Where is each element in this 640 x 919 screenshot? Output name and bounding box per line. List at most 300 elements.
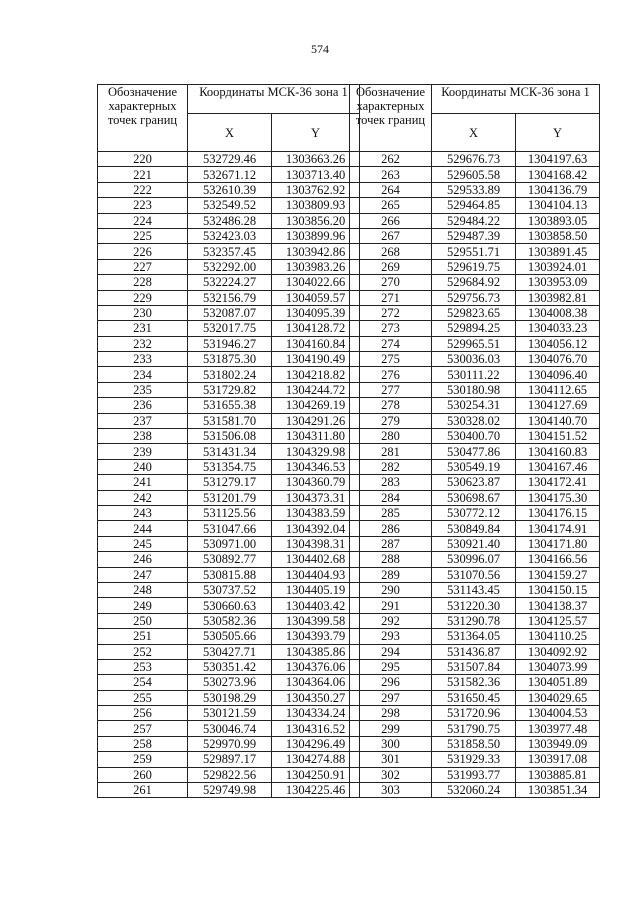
table-row: [98, 398, 360, 413]
x-coordinate-cell: 531581.70: [188, 413, 272, 428]
x-coordinate-cell: 530849.84: [432, 521, 516, 536]
y-coordinate-cell: 1304022.66: [272, 275, 360, 290]
point-number-cell: 276: [350, 367, 432, 382]
point-number-cell: 228: [98, 275, 188, 290]
table-row: [350, 536, 600, 551]
point-number-cell: 250: [98, 613, 188, 628]
x-coordinate-cell: 531279.17: [188, 475, 272, 490]
table-row: [350, 259, 600, 274]
x-coordinate-cell: 529822.56: [188, 767, 272, 782]
x-coordinate-cell: 531431.34: [188, 444, 272, 459]
point-number-cell: 296: [350, 675, 432, 690]
x-coordinate-cell: 530892.77: [188, 552, 272, 567]
point-number-cell: 245: [98, 536, 188, 551]
table-row: [350, 152, 600, 167]
table-row: [98, 613, 360, 628]
table-row: [98, 475, 360, 490]
y-coordinate-cell: 1304190.49: [272, 352, 360, 367]
y-coordinate-cell: 1303885.81: [516, 767, 600, 782]
y-coordinate-cell: 1304151.52: [516, 429, 600, 444]
table-row: [98, 675, 360, 690]
table-row: [98, 767, 360, 782]
x-coordinate-cell: 531436.87: [432, 644, 516, 659]
x-coordinate-cell: 529484.22: [432, 213, 516, 228]
y-coordinate-cell: 1304404.93: [272, 567, 360, 582]
table-row: [98, 567, 360, 582]
y-coordinate-cell: 1304398.31: [272, 536, 360, 551]
x-coordinate-cell: 532357.45: [188, 244, 272, 259]
y-coordinate-cell: 1304138.37: [516, 598, 600, 613]
point-number-cell: 253: [98, 659, 188, 674]
y-coordinate-cell: 1304405.19: [272, 582, 360, 597]
point-number-cell: 260: [98, 767, 188, 782]
point-number-cell: 290: [350, 582, 432, 597]
y-coordinate-cell: 1303856.20: [272, 213, 360, 228]
x-coordinate-cell: 529676.73: [432, 152, 516, 167]
table-row: [98, 644, 360, 659]
x-coordinate-cell: 531070.56: [432, 567, 516, 582]
y-coordinate-cell: 1304128.72: [272, 321, 360, 336]
table-row: [350, 690, 600, 705]
point-number-cell: 256: [98, 706, 188, 721]
point-number-cell: 300: [350, 736, 432, 751]
point-number-cell: 278: [350, 398, 432, 413]
y-coordinate-cell: 1303858.50: [516, 228, 600, 243]
x-coordinate-cell: 530036.03: [432, 352, 516, 367]
point-number-cell: 299: [350, 721, 432, 736]
y-coordinate-cell: 1304393.79: [272, 629, 360, 644]
x-coordinate-cell: 531507.84: [432, 659, 516, 674]
x-coordinate-cell: 532017.75: [188, 321, 272, 336]
table-row: [98, 228, 360, 243]
table-row: [350, 736, 600, 751]
x-coordinate-cell: 531364.05: [432, 629, 516, 644]
x-coordinate-cell: 530328.02: [432, 413, 516, 428]
table-row: [350, 367, 600, 382]
point-number-cell: 223: [98, 198, 188, 213]
table-row: [98, 167, 360, 182]
point-number-cell: 231: [98, 321, 188, 336]
table-row: [98, 290, 360, 305]
y-coordinate-cell: 1304056.12: [516, 336, 600, 351]
table-row: [350, 582, 600, 597]
point-number-cell: 249: [98, 598, 188, 613]
table-row: [350, 429, 600, 444]
point-number-cell: 285: [350, 505, 432, 520]
y-coordinate-cell: 1304167.46: [516, 459, 600, 474]
y-coordinate-cell: 1303942.86: [272, 244, 360, 259]
y-coordinate-cell: 1304360.79: [272, 475, 360, 490]
y-coordinate-cell: 1304095.39: [272, 305, 360, 320]
table-row: [350, 644, 600, 659]
x-coordinate-cell: 530582.36: [188, 613, 272, 628]
y-coordinate-cell: 1304197.63: [516, 152, 600, 167]
point-number-cell: 233: [98, 352, 188, 367]
point-number-cell: 275: [350, 352, 432, 367]
y-coordinate-cell: 1304392.04: [272, 521, 360, 536]
table-body-right: [350, 152, 600, 798]
point-number-cell: 295: [350, 659, 432, 674]
point-number-cell: 274: [350, 336, 432, 351]
x-coordinate-cell: 531650.45: [432, 690, 516, 705]
table-row: [350, 675, 600, 690]
x-coordinate-cell: 530623.87: [432, 475, 516, 490]
y-coordinate-cell: 1304051.89: [516, 675, 600, 690]
y-coordinate-cell: 1304329.98: [272, 444, 360, 459]
y-coordinate-cell: 1303949.09: [516, 736, 600, 751]
y-coordinate-cell: 1304383.59: [272, 505, 360, 520]
table-row: [350, 305, 600, 320]
point-number-cell: 298: [350, 706, 432, 721]
table-row: [98, 244, 360, 259]
x-coordinate-cell: 530254.31: [432, 398, 516, 413]
table-row: [98, 706, 360, 721]
y-coordinate-cell: 1303762.92: [272, 182, 360, 197]
table-row: [350, 783, 600, 798]
point-number-cell: 252: [98, 644, 188, 659]
x-coordinate-cell: 529619.75: [432, 259, 516, 274]
point-number-cell: 238: [98, 429, 188, 444]
table-row: [350, 552, 600, 567]
x-coordinate-cell: 529464.85: [432, 198, 516, 213]
y-coordinate-cell: 1303899.96: [272, 228, 360, 243]
page-number: 574: [311, 42, 329, 56]
y-coordinate-cell: 1304171.80: [516, 536, 600, 551]
table-row: [350, 413, 600, 428]
point-number-cell: 297: [350, 690, 432, 705]
y-coordinate-cell: 1304092.92: [516, 644, 600, 659]
y-coordinate-cell: 1304159.27: [516, 567, 600, 582]
point-number-cell: 248: [98, 582, 188, 597]
table-row: [350, 490, 600, 505]
y-coordinate-cell: 1304334.24: [272, 706, 360, 721]
x-coordinate-cell: 531655.38: [188, 398, 272, 413]
x-coordinate-cell: 530477.86: [432, 444, 516, 459]
y-coordinate-cell: 1304160.83: [516, 444, 600, 459]
x-coordinate-cell: 530427.71: [188, 644, 272, 659]
table-row: [98, 505, 360, 520]
y-coordinate-cell: 1303893.05: [516, 213, 600, 228]
point-number-cell: 294: [350, 644, 432, 659]
y-coordinate-cell: 1304291.26: [272, 413, 360, 428]
point-number-cell: 258: [98, 736, 188, 751]
y-coordinate-cell: 1304350.27: [272, 690, 360, 705]
header-x: X: [188, 114, 272, 152]
y-coordinate-cell: 1304140.70: [516, 413, 600, 428]
x-coordinate-cell: 532423.03: [188, 228, 272, 243]
x-coordinate-cell: 531720.96: [432, 706, 516, 721]
point-number-cell: 269: [350, 259, 432, 274]
table-row: [350, 321, 600, 336]
table-row: [350, 567, 600, 582]
table-row: [350, 352, 600, 367]
point-number-cell: 268: [350, 244, 432, 259]
y-coordinate-cell: 1304311.80: [272, 429, 360, 444]
point-number-cell: 264: [350, 182, 432, 197]
point-number-cell: 283: [350, 475, 432, 490]
point-number-cell: 265: [350, 198, 432, 213]
table-row: [350, 505, 600, 520]
table-row: [98, 721, 360, 736]
x-coordinate-cell: 530111.22: [432, 367, 516, 382]
point-number-cell: 273: [350, 321, 432, 336]
point-number-cell: 240: [98, 459, 188, 474]
table-row: [350, 182, 600, 197]
y-coordinate-cell: 1304399.58: [272, 613, 360, 628]
point-number-cell: 271: [350, 290, 432, 305]
x-coordinate-cell: 531802.24: [188, 367, 272, 382]
y-coordinate-cell: 1303851.34: [516, 783, 600, 798]
y-coordinate-cell: 1304316.52: [272, 721, 360, 736]
y-coordinate-cell: 1304104.13: [516, 198, 600, 213]
x-coordinate-cell: 532486.28: [188, 213, 272, 228]
x-coordinate-cell: 529823.65: [432, 305, 516, 320]
y-coordinate-cell: 1304150.15: [516, 582, 600, 597]
point-number-cell: 241: [98, 475, 188, 490]
y-coordinate-cell: 1304160.84: [272, 336, 360, 351]
table-row: [98, 752, 360, 767]
x-coordinate-cell: 532549.52: [188, 198, 272, 213]
point-number-cell: 284: [350, 490, 432, 505]
x-coordinate-cell: 530737.52: [188, 582, 272, 597]
x-coordinate-cell: 530351.42: [188, 659, 272, 674]
table-row: [98, 367, 360, 382]
y-coordinate-cell: 1303953.09: [516, 275, 600, 290]
coordinates-table-left: [97, 84, 360, 798]
table-row: [98, 629, 360, 644]
table-row: [350, 382, 600, 397]
x-coordinate-cell: 530505.66: [188, 629, 272, 644]
table-row: [350, 613, 600, 628]
table-row: [98, 459, 360, 474]
table-row: [350, 598, 600, 613]
table-row: [98, 582, 360, 597]
table-row: [98, 536, 360, 551]
header-x: X: [432, 114, 516, 152]
x-coordinate-cell: 532156.79: [188, 290, 272, 305]
table-row: [98, 336, 360, 351]
y-coordinate-cell: 1304112.65: [516, 382, 600, 397]
point-number-cell: 235: [98, 382, 188, 397]
header-point-designation: Обозначение характерных точек границ: [98, 85, 188, 152]
header-point-designation: Обозначение характерных точек границ: [350, 85, 432, 152]
table-row: [350, 444, 600, 459]
point-number-cell: 303: [350, 783, 432, 798]
y-coordinate-cell: 1304029.65: [516, 690, 600, 705]
y-coordinate-cell: 1304004.53: [516, 706, 600, 721]
y-coordinate-cell: 1304176.15: [516, 505, 600, 520]
y-coordinate-cell: 1304008.38: [516, 305, 600, 320]
y-coordinate-cell: 1304110.25: [516, 629, 600, 644]
point-number-cell: 225: [98, 228, 188, 243]
x-coordinate-cell: 529551.71: [432, 244, 516, 259]
x-coordinate-cell: 531858.50: [432, 736, 516, 751]
y-coordinate-cell: 1304402.68: [272, 552, 360, 567]
point-number-cell: 239: [98, 444, 188, 459]
table-row: [98, 321, 360, 336]
point-number-cell: 243: [98, 505, 188, 520]
point-number-cell: 289: [350, 567, 432, 582]
table-row: [350, 659, 600, 674]
y-coordinate-cell: 1303917.08: [516, 752, 600, 767]
table-row: [350, 721, 600, 736]
x-coordinate-cell: 530198.29: [188, 690, 272, 705]
x-coordinate-cell: 531047.66: [188, 521, 272, 536]
y-coordinate-cell: 1303977.48: [516, 721, 600, 736]
y-coordinate-cell: 1304166.56: [516, 552, 600, 567]
y-coordinate-cell: 1304269.19: [272, 398, 360, 413]
table-row: [350, 398, 600, 413]
x-coordinate-cell: 530046.74: [188, 721, 272, 736]
point-number-cell: 230: [98, 305, 188, 320]
point-number-cell: 281: [350, 444, 432, 459]
table-row: [98, 382, 360, 397]
x-coordinate-cell: 530971.00: [188, 536, 272, 551]
table-body-left: [98, 152, 360, 798]
table-row: [98, 659, 360, 674]
x-coordinate-cell: 529965.51: [432, 336, 516, 351]
point-number-cell: 261: [98, 783, 188, 798]
table-row: [350, 459, 600, 474]
x-coordinate-cell: 531875.30: [188, 352, 272, 367]
point-number-cell: 226: [98, 244, 188, 259]
y-coordinate-cell: 1304168.42: [516, 167, 600, 182]
y-coordinate-cell: 1304274.88: [272, 752, 360, 767]
table-row: [98, 152, 360, 167]
x-coordinate-cell: 530121.59: [188, 706, 272, 721]
x-coordinate-cell: 529533.89: [432, 182, 516, 197]
point-number-cell: 280: [350, 429, 432, 444]
table-row: [98, 259, 360, 274]
table-row: [98, 690, 360, 705]
point-number-cell: 242: [98, 490, 188, 505]
point-number-cell: 291: [350, 598, 432, 613]
y-coordinate-cell: 1304127.69: [516, 398, 600, 413]
point-number-cell: 220: [98, 152, 188, 167]
x-coordinate-cell: 532060.24: [432, 783, 516, 798]
table-row: [98, 429, 360, 444]
point-number-cell: 221: [98, 167, 188, 182]
point-number-cell: 222: [98, 182, 188, 197]
y-coordinate-cell: 1304073.99: [516, 659, 600, 674]
table-row: [98, 598, 360, 613]
y-coordinate-cell: 1304376.06: [272, 659, 360, 674]
table-row: [350, 475, 600, 490]
x-coordinate-cell: 529970.99: [188, 736, 272, 751]
x-coordinate-cell: 531582.36: [432, 675, 516, 690]
point-number-cell: 227: [98, 259, 188, 274]
x-coordinate-cell: 531125.56: [188, 505, 272, 520]
table-row: [350, 629, 600, 644]
x-coordinate-cell: 529749.98: [188, 783, 272, 798]
point-number-cell: 247: [98, 567, 188, 582]
y-coordinate-cell: 1303713.40: [272, 167, 360, 182]
header-y: Y: [516, 114, 600, 152]
y-coordinate-cell: 1304218.82: [272, 367, 360, 382]
x-coordinate-cell: 530698.67: [432, 490, 516, 505]
point-number-cell: 236: [98, 398, 188, 413]
table-row: [98, 413, 360, 428]
table-row: [350, 167, 600, 182]
table-row: [350, 336, 600, 351]
point-number-cell: 255: [98, 690, 188, 705]
x-coordinate-cell: 530549.19: [432, 459, 516, 474]
point-number-cell: 293: [350, 629, 432, 644]
x-coordinate-cell: 532671.12: [188, 167, 272, 182]
coordinates-table-right: [349, 84, 600, 798]
table-row: [98, 182, 360, 197]
point-number-cell: 301: [350, 752, 432, 767]
y-coordinate-cell: 1303924.01: [516, 259, 600, 274]
y-coordinate-cell: 1304244.72: [272, 382, 360, 397]
x-coordinate-cell: 530660.63: [188, 598, 272, 613]
y-coordinate-cell: 1304296.49: [272, 736, 360, 751]
x-coordinate-cell: 532729.46: [188, 152, 272, 167]
y-coordinate-cell: 1304364.06: [272, 675, 360, 690]
table-row: [350, 290, 600, 305]
x-coordinate-cell: 531201.79: [188, 490, 272, 505]
y-coordinate-cell: 1304250.91: [272, 767, 360, 782]
x-coordinate-cell: 532224.27: [188, 275, 272, 290]
x-coordinate-cell: 531506.08: [188, 429, 272, 444]
y-coordinate-cell: 1304174.91: [516, 521, 600, 536]
point-number-cell: 244: [98, 521, 188, 536]
table-row: [350, 244, 600, 259]
y-coordinate-cell: 1303982.81: [516, 290, 600, 305]
point-number-cell: 246: [98, 552, 188, 567]
x-coordinate-cell: 531729.82: [188, 382, 272, 397]
table-row: [98, 275, 360, 290]
table-row: [350, 213, 600, 228]
table-row: [350, 752, 600, 767]
point-number-cell: 279: [350, 413, 432, 428]
table-row: [350, 198, 600, 213]
x-coordinate-cell: 530772.12: [432, 505, 516, 520]
point-number-cell: 259: [98, 752, 188, 767]
y-coordinate-cell: 1304125.57: [516, 613, 600, 628]
y-coordinate-cell: 1304385.86: [272, 644, 360, 659]
y-coordinate-cell: 1304136.79: [516, 182, 600, 197]
point-number-cell: 286: [350, 521, 432, 536]
table-row: [98, 444, 360, 459]
x-coordinate-cell: 531220.30: [432, 598, 516, 613]
point-number-cell: 267: [350, 228, 432, 243]
table-row: [350, 275, 600, 290]
table-row: [98, 305, 360, 320]
x-coordinate-cell: 530400.70: [432, 429, 516, 444]
y-coordinate-cell: 1304175.30: [516, 490, 600, 505]
x-coordinate-cell: 531993.77: [432, 767, 516, 782]
point-number-cell: 251: [98, 629, 188, 644]
x-coordinate-cell: 531290.78: [432, 613, 516, 628]
header-coordinates: Координаты МСК-36 зона 1: [188, 85, 360, 114]
x-coordinate-cell: 529897.17: [188, 752, 272, 767]
point-number-cell: 288: [350, 552, 432, 567]
table-row: [350, 706, 600, 721]
point-number-cell: 292: [350, 613, 432, 628]
header-coordinates: Координаты МСК-36 зона 1: [432, 85, 600, 114]
x-coordinate-cell: 532087.07: [188, 305, 272, 320]
point-number-cell: 282: [350, 459, 432, 474]
point-number-cell: 266: [350, 213, 432, 228]
x-coordinate-cell: 532292.00: [188, 259, 272, 274]
table-row: [98, 352, 360, 367]
x-coordinate-cell: 530921.40: [432, 536, 516, 551]
point-number-cell: 277: [350, 382, 432, 397]
x-coordinate-cell: 529605.58: [432, 167, 516, 182]
x-coordinate-cell: 529487.39: [432, 228, 516, 243]
table-row: [350, 521, 600, 536]
